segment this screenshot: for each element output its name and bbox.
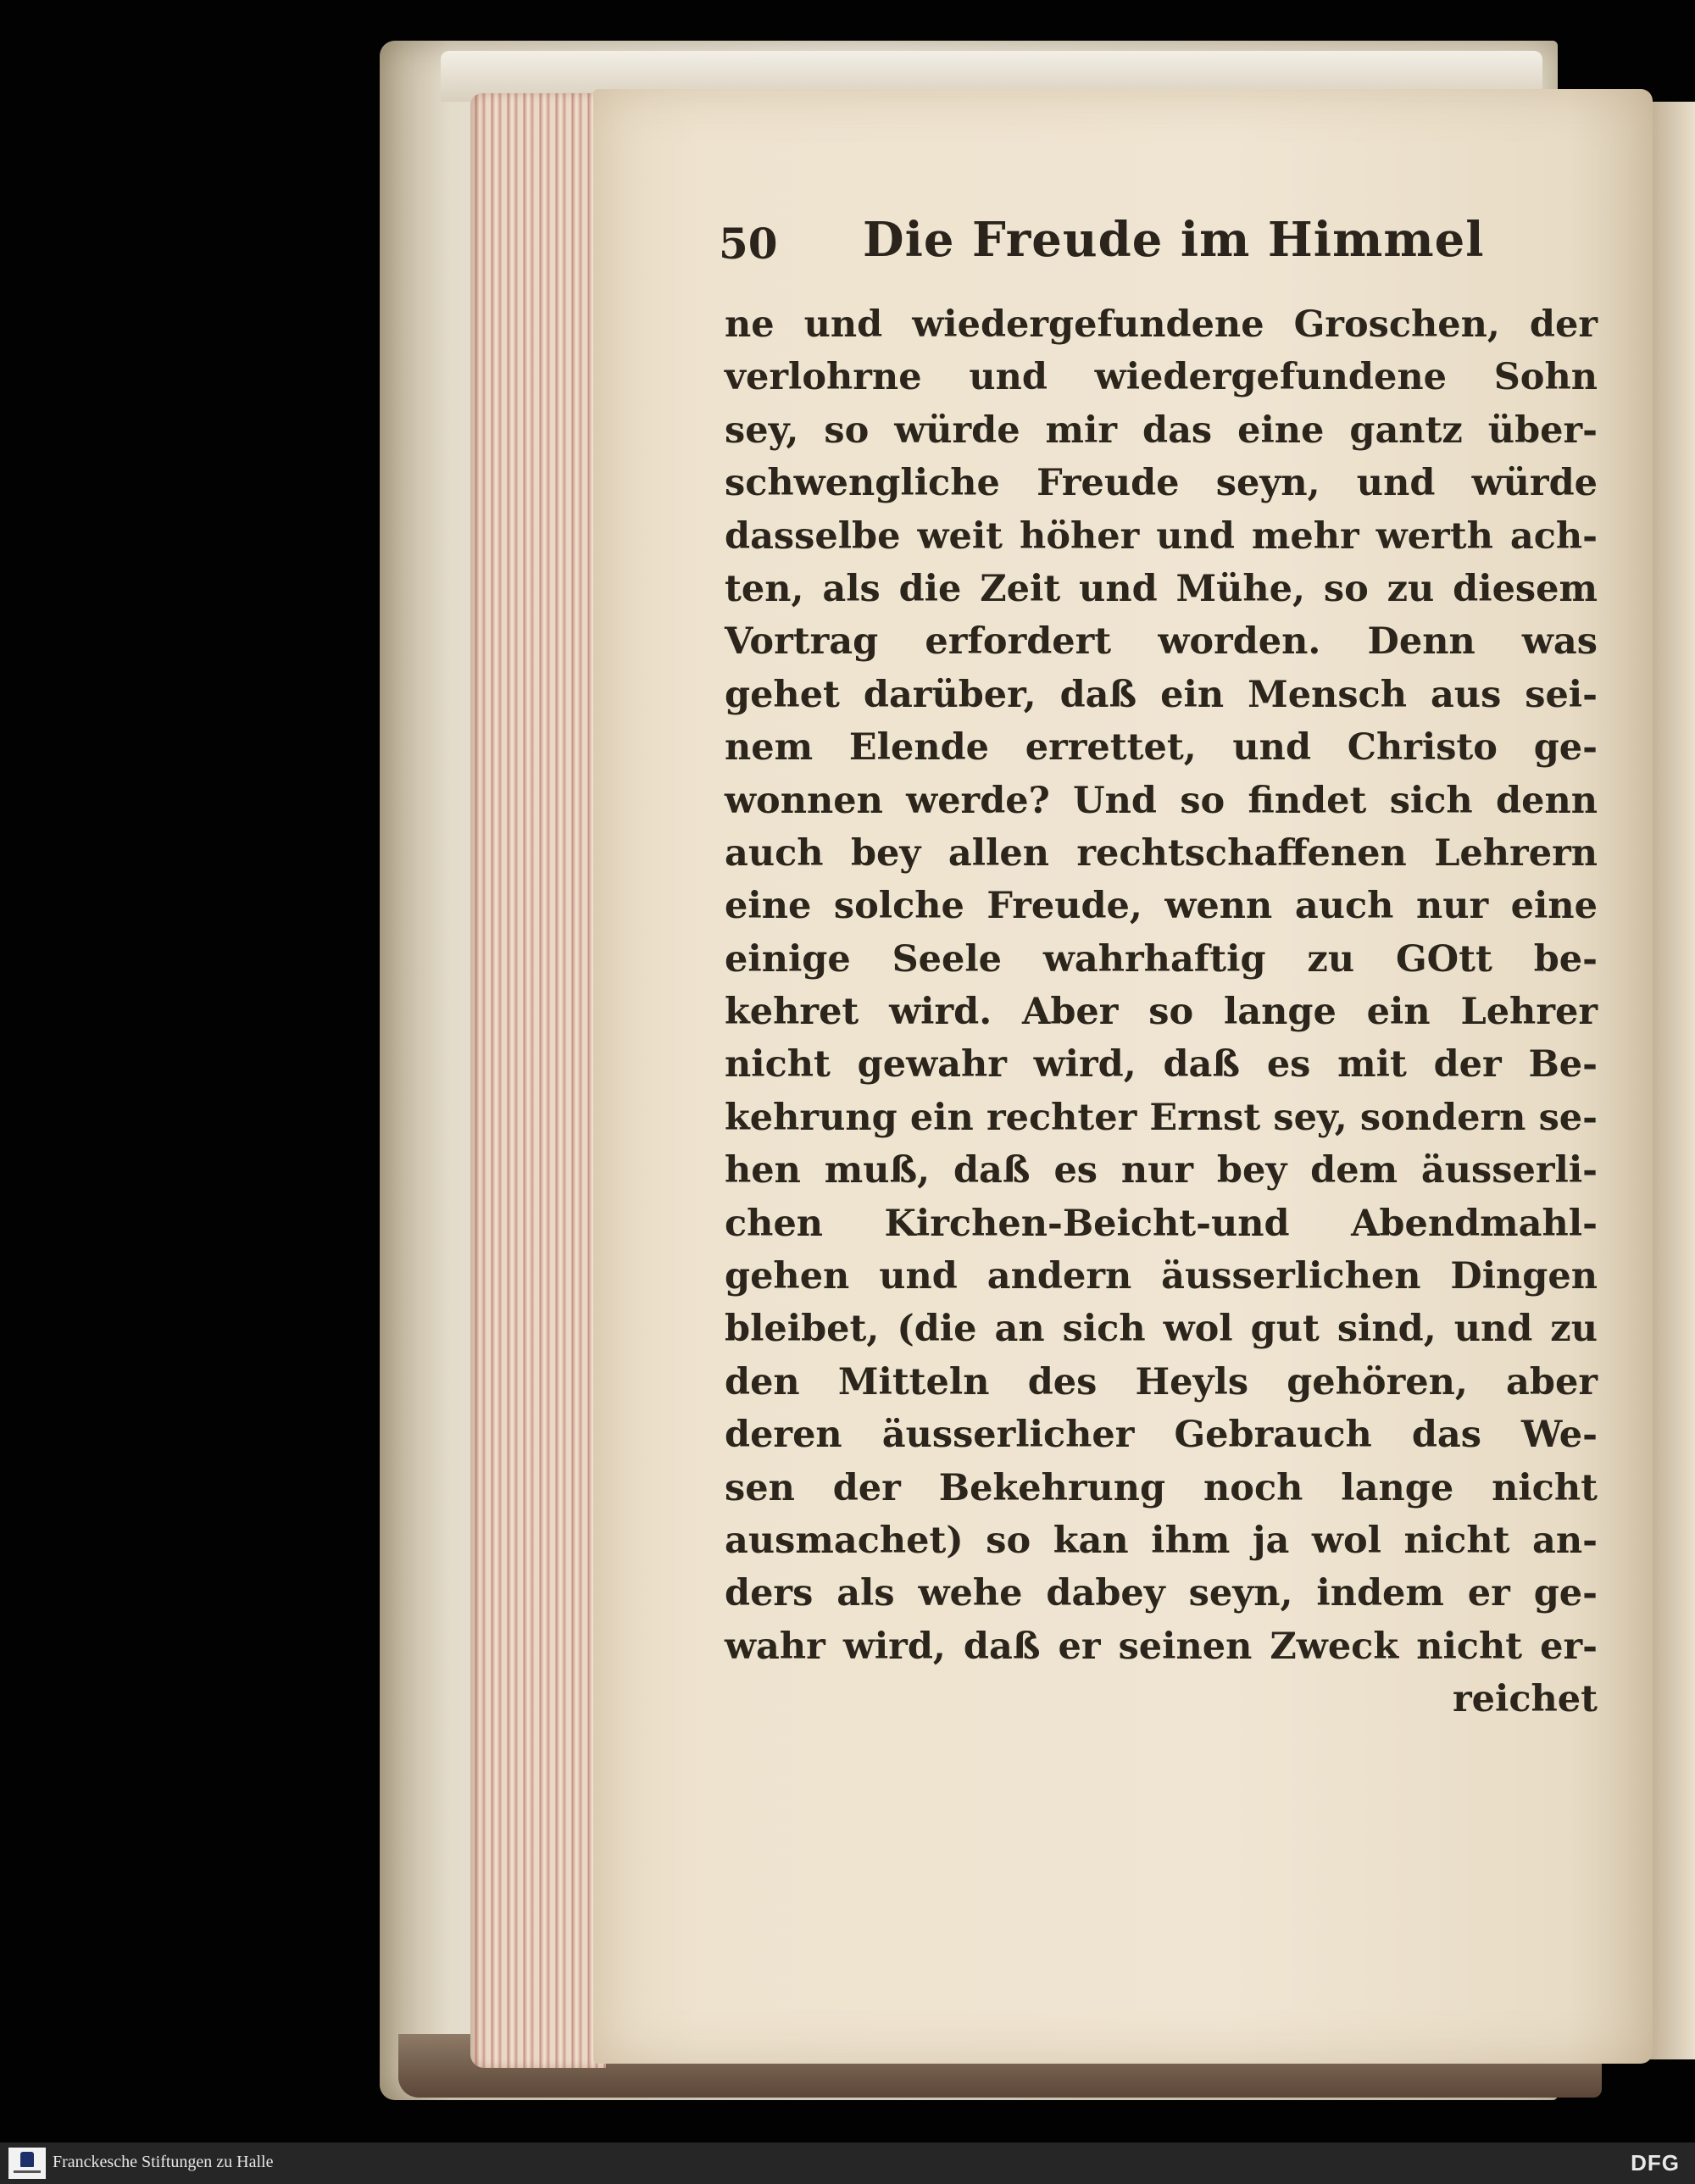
running-title: Die Freude im Himmel	[863, 212, 1485, 268]
text-line: sen der Bekehrung noch lange nicht	[725, 1466, 1598, 1509]
footer-bar	[0, 2142, 1695, 2184]
text-line: bleibet, (die an sich wol gut sind, und zu	[725, 1308, 1598, 1351]
text-line: kehret wird. Aber so lange ein Lehrer	[725, 991, 1598, 1034]
text-line: sey, so würde mir das eine gantz über-	[725, 408, 1598, 452]
facing-page-edge	[1648, 102, 1695, 2059]
text-line: kehrung ein rechter Ernst sey, sondern se-	[725, 1096, 1598, 1139]
text-line: schwengliche Freude seyn, und würde	[725, 462, 1598, 505]
catchword: reichet	[1452, 1678, 1598, 1721]
body-text	[725, 298, 1598, 1726]
text-line: den Mitteln des Heyls gehören, aber	[725, 1360, 1598, 1403]
running-head	[719, 212, 1485, 280]
text-line: einige Seele wahrhaftig zu GOtt be-	[725, 937, 1598, 981]
page-edges	[470, 93, 606, 2068]
page-number: 50	[719, 219, 778, 269]
text-line: dasselbe weit höher und mehr werth ach-	[725, 514, 1598, 558]
text-line: wonnen werde? Und so findet sich denn	[725, 779, 1598, 822]
text-line: deren äusserlicher Gebrauch das We-	[725, 1414, 1598, 1457]
institution-name: Franckesche Stiftungen zu Halle	[53, 2153, 274, 2171]
institution-logo-icon	[8, 2148, 46, 2179]
text-line: Vortrag erfordert worden. Denn was	[725, 620, 1598, 664]
text-line: ausmachet) so kan ihm ja wol nicht an-	[725, 1519, 1598, 1562]
text-line: gehen und andern äusserlichen Dingen	[725, 1255, 1598, 1298]
text-line: eine solche Freude, wenn auch nur eine	[725, 885, 1598, 928]
text-line: nicht gewahr wird, daß es mit der Be-	[725, 1043, 1598, 1086]
text-line: ten, als die Zeit und Mühe, so zu diesem	[725, 567, 1598, 610]
text-line: auch bey allen rechtschaffenen Lehrern	[725, 831, 1598, 875]
text-line: hen muß, daß es nur bey dem äusserli-	[725, 1149, 1598, 1192]
text-line: verlohrne und wiedergefundene Sohn	[725, 356, 1598, 399]
text-line: nem Elende errettet, und Christo ge-	[725, 726, 1598, 770]
text-line: ne und wiedergefundene Groschen, der	[725, 303, 1598, 346]
text-line: chen Kirchen-Beicht-und Abendmahl-	[725, 1202, 1598, 1245]
dfg-logo: DFG	[1631, 2150, 1680, 2176]
text-line: gehet darüber, daß ein Mensch aus sei-	[725, 673, 1598, 716]
text-line: ders als wehe dabey seyn, indem er ge-	[725, 1572, 1598, 1615]
text-line: wahr wird, daß er seinen Zweck nicht er-	[725, 1625, 1598, 1668]
